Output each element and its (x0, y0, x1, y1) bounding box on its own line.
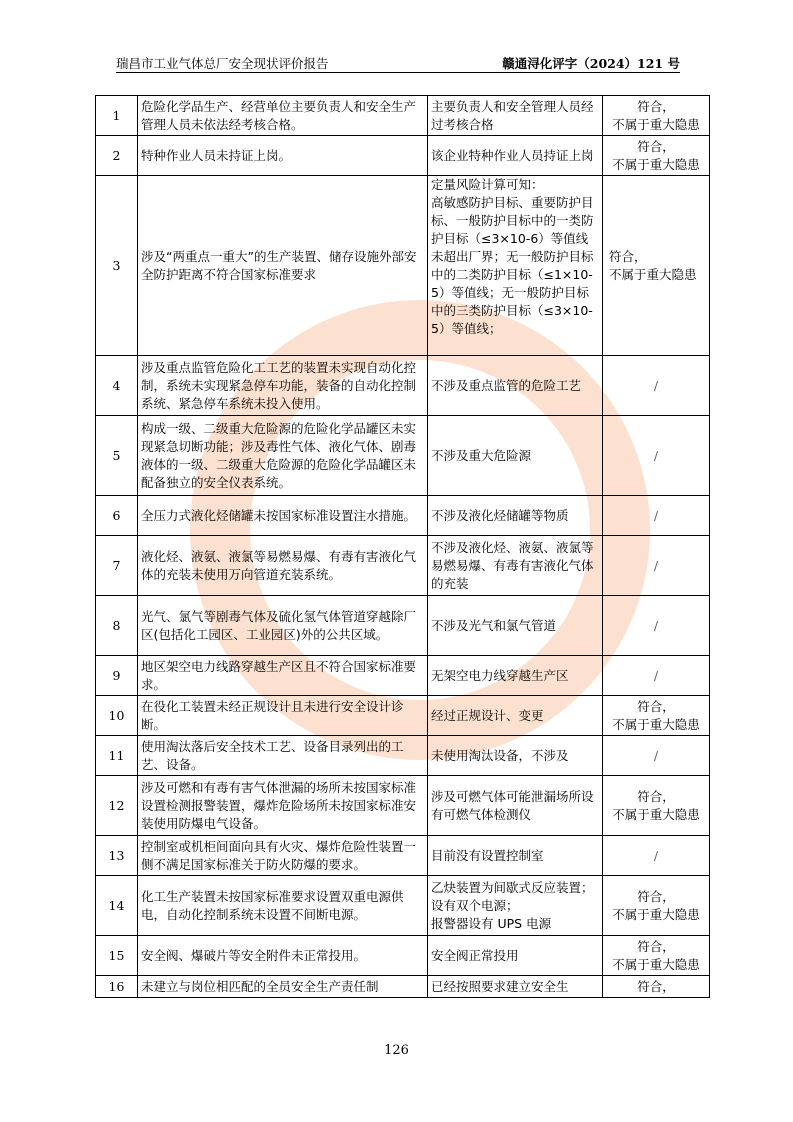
row-number: 15 (96, 936, 138, 976)
hazard-criterion: 液化烃、液氨、液氯等易燃易爆、有毒有害液化气体的充装未使用万向管道充装系统。 (138, 536, 428, 596)
actual-situation: 该企业特种作业人员持证上岗 (428, 136, 603, 176)
assessment-result: 符合， 不属于重大隐患 (603, 876, 710, 936)
actual-situation: 不涉及液化烃、液氨、液氯等易燃易爆、有毒有害液化气体的充装 (428, 536, 603, 596)
actual-situation: 定量风险计算可知： 高敏感防护目标、重要防护目标、一般防护目标中的一类防护目标（≤3×10-6）等值线未超出厂界；无一般防护目标中的二类防护目标（≤1×10-5）等值线；无一般防护目标中的三类防护目标（≤3×10-5）等值线； (428, 176, 603, 356)
actual-situation: 涉及可燃气体可能泄漏场所设有可燃气体检测仪 (428, 776, 603, 836)
actual-situation: 安全阀正常投用 (428, 936, 603, 976)
assessment-result: / (603, 596, 710, 656)
hazard-criterion: 地区架空电力线路穿越生产区且不符合国家标准要求。 (138, 656, 428, 696)
report-title: 瑞昌市工业气体总厂安全现状评价报告 (116, 56, 329, 71)
actual-situation: 未使用淘汰设备，不涉及 (428, 736, 603, 776)
hazard-criterion: 全压力式液化烃储罐未按国家标准设置注水措施。 (138, 496, 428, 536)
actual-situation: 不涉及重大危险源 (428, 416, 603, 496)
actual-situation: 乙炔装置为间歇式反应装置；设有双个电源； 报警器设有 UPS 电源 (428, 876, 603, 936)
hazard-criterion: 光气、氯气等剧毒气体及硫化氢气体管道穿越除厂区(包括化工园区、工业园区)外的公共区域。 (138, 596, 428, 656)
assessment-result: / (603, 416, 710, 496)
assessment-result: / (603, 496, 710, 536)
assessment-result: / (603, 536, 710, 596)
table-row (96, 176, 710, 356)
assessment-result: / (603, 656, 710, 696)
assessment-result: / (603, 736, 710, 776)
row-number: 2 (96, 136, 138, 176)
actual-situation: 不涉及重点监管的危险工艺 (428, 356, 603, 416)
row-number: 4 (96, 356, 138, 416)
actual-situation: 不涉及光气和氯气管道 (428, 596, 603, 656)
hazard-criterion: 使用淘汰落后安全技术工艺、设备目录列出的工艺、设备。 (138, 736, 428, 776)
row-number: 11 (96, 736, 138, 776)
hazard-criterion: 安全阀、爆破片等安全附件未正常投用。 (138, 936, 428, 976)
hazard-criterion: 控制室或机柜间面向具有火灾、爆炸危险性装置一侧不满足国家标准关于防火防爆的要求。 (138, 836, 428, 876)
row-number: 3 (96, 176, 138, 356)
row-number: 1 (96, 96, 138, 136)
hazard-criterion: 未建立与岗位相匹配的全员安全生产责任制 (138, 976, 428, 998)
table-row (96, 496, 710, 536)
row-number: 5 (96, 416, 138, 496)
actual-situation: 已经按照要求建立安全生 (428, 976, 603, 998)
actual-situation: 主要负责人和安全管理人员经过考核合格 (428, 96, 603, 136)
table-row (96, 596, 710, 656)
assessment-result: 符合， 不属于重大隐患 (603, 96, 710, 136)
assessment-result: 符合， 不属于重大隐患 (603, 136, 710, 176)
table-row (96, 536, 710, 596)
table-row (96, 136, 710, 176)
row-number: 9 (96, 656, 138, 696)
assessment-result: / (603, 356, 710, 416)
row-number: 10 (96, 696, 138, 736)
document-number: 赣通浔化评字（2024）121 号 (502, 56, 680, 71)
hazard-criterion: 构成一级、二级重大危险源的危险化学品罐区未实现紧急切断功能；涉及毒性气体、液化气体、剧毒液体的一级、二级重大危险源的危险化学品罐区未配备独立的安全仪表系统。 (138, 416, 428, 496)
row-number: 8 (96, 596, 138, 656)
row-number: 12 (96, 776, 138, 836)
hazard-criterion: 特种作业人员未持证上岗。 (138, 136, 428, 176)
table-row (96, 776, 710, 836)
hazard-table-body (96, 96, 710, 998)
assessment-result: 符合， 不属于重大隐患 (603, 696, 710, 736)
table-row (96, 876, 710, 936)
page-number: 126 (384, 1043, 409, 1058)
hazard-criterion: 化工生产装置未按国家标准要求设置双重电源供电，自动化控制系统未设置不间断电源。 (138, 876, 428, 936)
table-row (96, 836, 710, 876)
table-row (96, 736, 710, 776)
row-number: 14 (96, 876, 138, 936)
hazard-criterion: 涉及可燃和有毒有害气体泄漏的场所未按国家标准设置检测报警装置，爆炸危险场所未按国家标准安装使用防爆电气设备。 (138, 776, 428, 836)
table-row (96, 416, 710, 496)
assessment-result: 符合， 不属于重大隐患 (603, 936, 710, 976)
actual-situation: 经过正规设计、变更 (428, 696, 603, 736)
actual-situation: 不涉及液化烃储罐等物质 (428, 496, 603, 536)
row-number: 6 (96, 496, 138, 536)
table-row (96, 96, 710, 136)
hazard-criterion: 在役化工装置未经正规设计且未进行安全设计诊断。 (138, 696, 428, 736)
assessment-result: 符合， 不属于重大隐患 (603, 776, 710, 836)
assessment-result: 符合， 不属于重大隐患 (603, 176, 710, 356)
table-row (96, 656, 710, 696)
actual-situation: 无架空电力线穿越生产区 (428, 656, 603, 696)
assessment-result: / (603, 836, 710, 876)
page-header (116, 54, 680, 73)
row-number: 16 (96, 976, 138, 998)
table-row (96, 976, 710, 998)
hazard-criterion: 危险化学品生产、经营单位主要负责人和安全生产管理人员未依法经考核合格。 (138, 96, 428, 136)
row-number: 13 (96, 836, 138, 876)
table-row (96, 936, 710, 976)
hazard-criterion: 涉及重点监管危险化工工艺的装置未实现自动化控制，系统未实现紧急停车功能，装备的自动化控制系统、紧急停车系统未投入使用。 (138, 356, 428, 416)
hazard-criterion: 涉及“两重点一重大”的生产装置、储存设施外部安全防护距离不符合国家标准要求 (138, 176, 428, 356)
table-row (96, 356, 710, 416)
assessment-result: 符合， (603, 976, 710, 998)
table-row (96, 696, 710, 736)
row-number: 7 (96, 536, 138, 596)
actual-situation: 目前没有设置控制室 (428, 836, 603, 876)
hazard-table (95, 95, 710, 998)
